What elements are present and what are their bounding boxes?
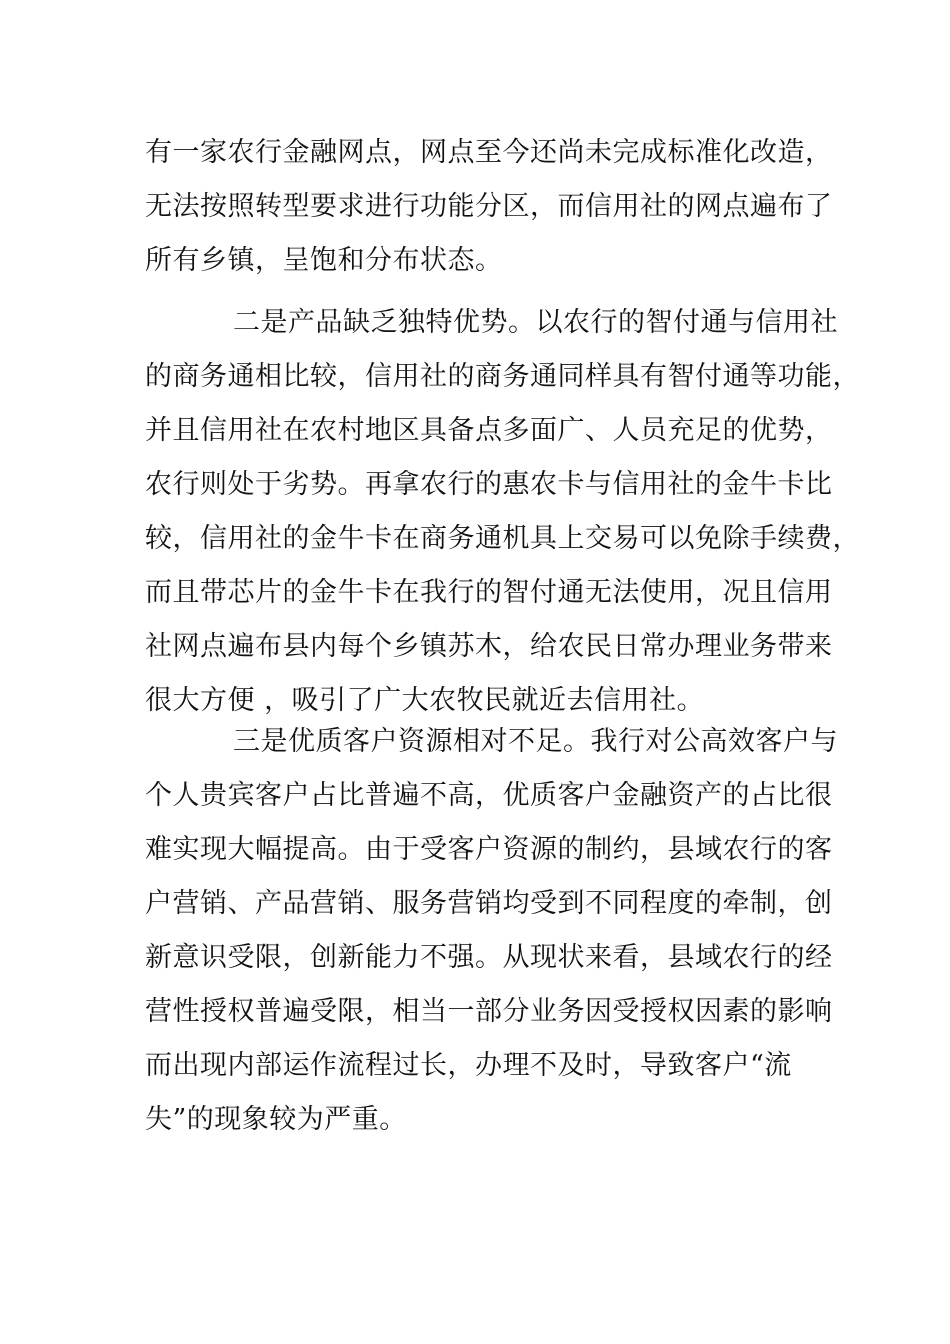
text-line: 营性授权普遍受限，相当一部分业务因受授权因素的影响: [145, 996, 833, 1027]
text-line: 所有乡镇，呈饱和分布状态。: [145, 245, 503, 276]
paragraph-continuation: [145, 126, 833, 288]
text-line: 有一家农行金融网点，网点至今还尚未完成标准化改造，: [145, 137, 833, 168]
paragraph-product-disadvantage: [145, 296, 860, 728]
text-line: 而出现内部运作流程过长，办理不及时，导致客户“流: [145, 1050, 792, 1081]
text-line: 二是产品缺乏独特优势。以农行的智付通与信用社: [233, 307, 838, 338]
text-line: 并且信用社在农村地区具备点多面广、人员充足的优势，: [145, 415, 833, 446]
text-line: 的商务通相比较，信用社的商务通同样具有智付通等功能，: [145, 361, 860, 392]
text-line: 较，信用社的金牛卡在商务通机具上交易可以免除手续费，: [145, 523, 860, 554]
text-line: 个人贵宾客户占比普遍不高，优质客户金融资产的占比很: [145, 780, 833, 811]
paragraph-customer-resources: [145, 715, 838, 1147]
text-line: 户营销、产品营销、服务营销均受到不同程度的牵制，创: [145, 888, 833, 919]
text-line: 难实现大幅提高。由于受客户资源的制约，县域农行的客: [145, 834, 833, 865]
text-line: 失”的现象较为严重。: [145, 1104, 407, 1135]
text-line: 很大方便 ，吸引了广大农牧民就近去信用社。: [145, 685, 705, 716]
text-line: 无法按照转型要求进行功能分区，而信用社的网点遍布了: [145, 191, 833, 222]
text-line: 三是优质客户资源相对不足。我行对公高效客户与: [233, 726, 838, 757]
text-line: 而且带芯片的金牛卡在我行的智付通无法使用，况且信用: [145, 577, 833, 608]
text-line: 新意识受限，创新能力不强。从现状来看，县域农行的经: [145, 942, 833, 973]
text-line: 农行则处于劣势。再拿农行的惠农卡与信用社的金牛卡比: [145, 469, 833, 500]
text-line: 社网点遍布县内每个乡镇苏木，给农民日常办理业务带来: [145, 631, 833, 662]
